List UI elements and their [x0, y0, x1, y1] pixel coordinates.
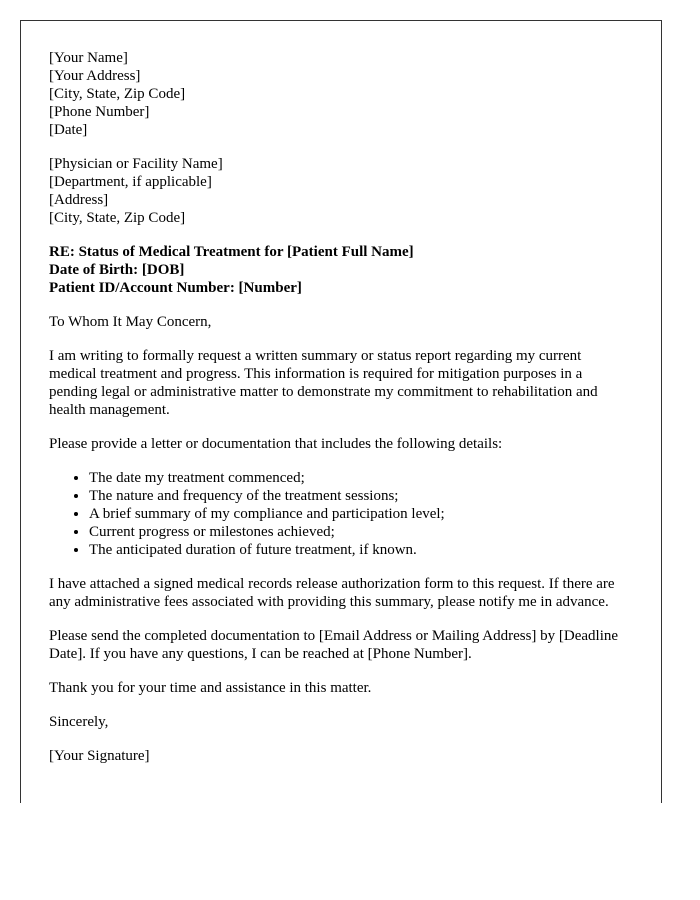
- details-list: [49, 469, 621, 559]
- paragraph-thanks: Thank you for your time and assistance in this matter.: [49, 680, 372, 696]
- subject-block: [49, 243, 621, 297]
- recipient-block: [49, 155, 621, 227]
- recipient-city: [City, State, Zip Code]: [49, 210, 186, 226]
- recipient-name: [Physician or Facility Name]: [49, 156, 223, 172]
- sender-address: [Your Address]: [49, 68, 141, 84]
- closing: Sincerely,: [49, 714, 109, 730]
- list-item: • A brief summary of my compliance and participation level;: [89, 505, 621, 523]
- subject-line: RE: Status of Medical Treatment for [Patient Full Name]: [49, 244, 414, 260]
- list-item: • Current progress or milestones achieved;: [89, 523, 621, 541]
- paragraph-delivery: Please send the completed documentation to [Email Address or Mailing Address] by [Deadline Date]. If you have any questions, I can be reached at [Phone Number].: [49, 628, 619, 662]
- letter-page: [20, 20, 662, 803]
- signature: [Your Signature]: [49, 748, 150, 764]
- patient-id: Patient ID/Account Number: [Number]: [49, 280, 302, 296]
- sender-city: [City, State, Zip Code]: [49, 86, 186, 102]
- recipient-department: [Department, if applicable]: [49, 174, 212, 190]
- paragraph-request: I am writing to formally request a written summary or status report regarding my current medical treatment and progress. This information is required for mitigation purposes in a pending legal or administrative matter to demonstrate my commitment to rehabilitation and health management.: [49, 348, 598, 418]
- list-item: • The nature and frequency of the treatment sessions;: [89, 487, 621, 505]
- paragraph-attachment: I have attached a signed medical records release authorization form to this request. If there are any administrative fees associated with providing this summary, please notify me in advance.: [49, 576, 615, 610]
- salutation: To Whom It May Concern,: [49, 314, 212, 330]
- date-of-birth: Date of Birth: [DOB]: [49, 262, 185, 278]
- sender-name: [Your Name]: [49, 50, 128, 66]
- list-item: • The date my treatment commenced;: [89, 469, 621, 487]
- letter-content: [49, 49, 621, 765]
- list-item: • The anticipated duration of future treatment, if known.: [89, 541, 621, 559]
- sender-block: [49, 49, 621, 139]
- sender-phone: [Phone Number]: [49, 104, 150, 120]
- recipient-address: [Address]: [49, 192, 109, 208]
- letter-date: [Date]: [49, 122, 88, 138]
- paragraph-details-intro: Please provide a letter or documentation that includes the following details:: [49, 436, 503, 452]
